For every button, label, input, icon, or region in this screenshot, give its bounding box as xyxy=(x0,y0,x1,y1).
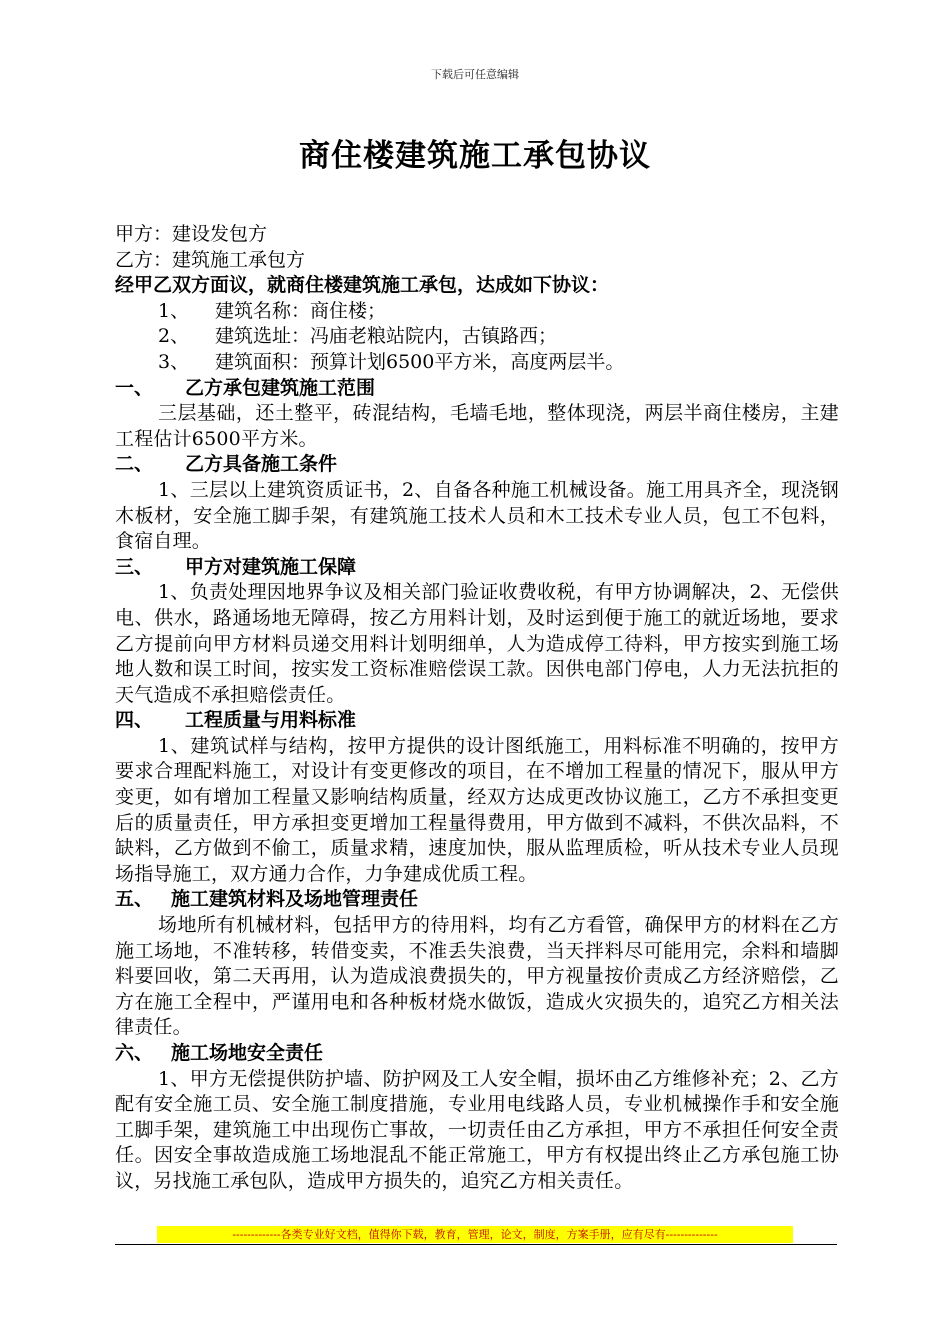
list-item xyxy=(115,324,839,350)
section-paragraph: 三层基础，还土整平，砖混结构，毛墙毛地，整体现浇，两层半商住楼房，主建工程估计6500平方米。 xyxy=(115,402,839,450)
list-item xyxy=(115,350,839,376)
section-heading xyxy=(115,708,839,734)
footer-divider xyxy=(115,1244,837,1245)
footer-banner: -------------各类专业好文档，值得你下载，教育，管理，论文，制度，方案手册，应有尽有-------------- xyxy=(157,1226,793,1243)
section-heading xyxy=(115,452,839,478)
section-heading-text: 乙方承包建筑施工范围 xyxy=(185,376,376,399)
list-item-number: 2、 xyxy=(158,325,190,348)
list-item xyxy=(115,299,839,325)
section-heading-text: 乙方具备施工条件 xyxy=(185,453,338,476)
header-note: 下载后可任意编辑 xyxy=(431,68,519,81)
section-number: 三、 xyxy=(115,555,154,578)
section-heading xyxy=(115,376,839,402)
section-heading-text: 施工建筑材料及场地管理责任 xyxy=(171,888,419,911)
section-paragraph: 1、三层以上建筑资质证书，2、自备各种施工机械设备。施工用具齐全，现浇钢木板材，安全施工脚手架，有建筑施工技术人员和木工技术专业人员，包工不包料，食宿自理。 xyxy=(115,478,839,553)
section-heading-text: 工程质量与用料标准 xyxy=(185,709,357,732)
section-paragraph: 1、建筑试样与结构，按甲方提供的设计图纸施工，用料标准不明确的，按甲方要求合理配料施工，对设计有变更修改的项目，在不增加工程量的情况下，服从甲方变更，如有增加工程量又影响结构质量，经双方达成更改协议施工，乙方不承担变更后的质量责任，甲方承担变更增加工程量得费用，甲方做到不减料，不供次品料，不缺料，乙方做到不偷工，质量求精，速度加快，服从监理质检，听从技术专业人员现场指导施工，双方通力合作，力争建成优质工程。 xyxy=(115,734,839,885)
party-b-line: 乙方：建筑施工承包方 xyxy=(115,248,306,271)
section-heading xyxy=(115,555,839,581)
section-paragraph: 1、负责处理因地界争议及相关部门验证收费收税，有甲方协调解决，2、无偿供电、供水，路通场地无障碍，按乙方用料计划，及时运到便于施工的就近场地，要求乙方提前向甲方材料员递交用料计划明细单，人为造成停工待料，甲方按实到施工场地人数和误工时间，按实发工资标准赔偿误工款。因供电部门停电，人力无法抗拒的天气造成不承担赔偿责任。 xyxy=(115,581,839,706)
list-item-text: 建筑名称：商住楼； xyxy=(215,299,387,322)
document-title: 商住楼建筑施工承包协议 xyxy=(299,138,651,174)
section-heading xyxy=(115,887,839,913)
list-item-number: 1、 xyxy=(158,299,190,322)
party-a-line: 甲方：建设发包方 xyxy=(115,223,268,245)
section-heading xyxy=(115,1041,839,1067)
intro-line: 经甲乙双方面议，就商住楼建筑施工承包，达成如下协议： xyxy=(115,274,610,297)
section-heading-text: 甲方对建筑施工保障 xyxy=(185,555,357,578)
section-number: 六、 xyxy=(115,1042,154,1064)
list-item-text: 建筑面积：预算计划6500平方米，高度两层半。 xyxy=(215,350,625,373)
section-number: 一、 xyxy=(115,376,154,399)
section-paragraph: 场地所有机械材料，包括甲方的待用料，均有乙方看管，确保甲方的材料在乙方施工场地，不准转移，转借变卖，不准丢失浪费，当天拌料尽可能用完，余料和墙脚料要回收，第二天再用，认为造成浪费损失的，甲方视量按价责成乙方经济赔偿，乙方在施工全程中，严谨用电和各种板材烧水做饭，造成火灾损失的，追究乙方相关法律责任。 xyxy=(115,914,839,1039)
section-number: 四、 xyxy=(115,709,154,732)
section-number: 二、 xyxy=(115,453,154,476)
list-item-number: 3、 xyxy=(158,350,190,373)
section-heading-text: 施工场地安全责任 xyxy=(171,1042,324,1064)
list-item-text: 建筑选址：冯庙老粮站院内，古镇路西； xyxy=(215,325,558,348)
document-body xyxy=(115,222,839,1195)
section-paragraph: 1、甲方无偿提供防护墙、防护网及工人安全帽，损坏由乙方维修补充；2、乙方配有安全施工员、安全施工制度措施，专业用电线路人员，专业机械操作手和安全施工脚手架，建筑施工中出现伤亡事故，一切责任由乙方承担，甲方不承担任何安全责任。因安全事故造成施工场地混乱不能正常施工，甲方有权提出终止乙方承包施工协议，另找施工承包队，造成甲方损失的，追究乙方相关责任。 xyxy=(115,1067,839,1192)
section-number: 五、 xyxy=(115,888,154,911)
